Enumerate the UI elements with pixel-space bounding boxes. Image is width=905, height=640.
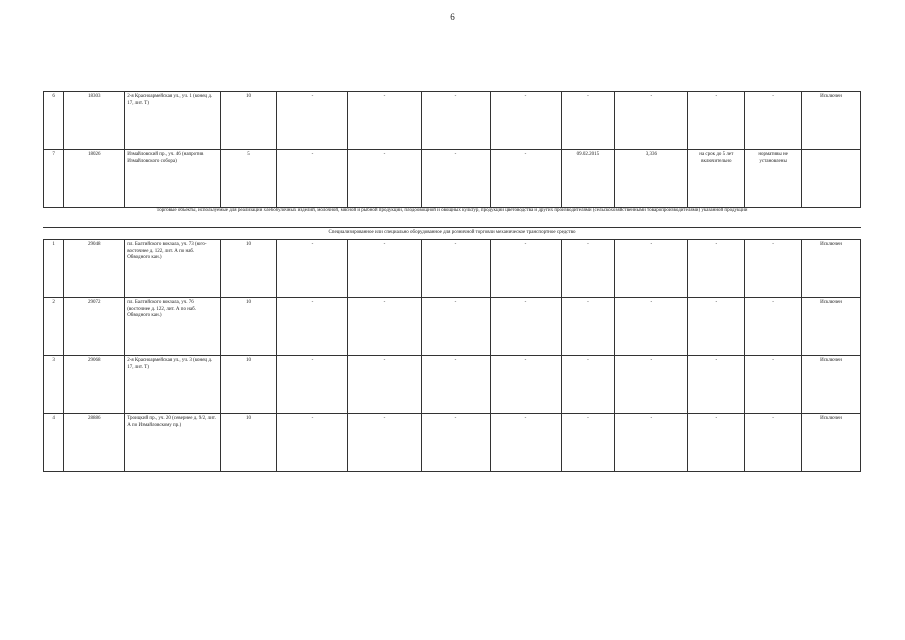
- cell-area: 10: [220, 356, 277, 414]
- cell-object-id: 29072: [64, 298, 125, 356]
- cell-col-7: -: [688, 92, 745, 150]
- cell-address: Измайловский пр., уч. 46 (напротив Измайловского собора): [125, 150, 220, 208]
- cell-col-8: -: [745, 356, 802, 414]
- cell-col-7: -: [688, 414, 745, 472]
- table-row: [44, 150, 861, 208]
- cell-col-4: -: [490, 92, 561, 150]
- cell-object-id: 28886: [64, 414, 125, 472]
- cell-object-id: 29048: [64, 240, 125, 298]
- cell-col-5: 09.02.2015: [561, 150, 615, 208]
- cell-col-1: -: [277, 414, 348, 472]
- cell-col-6: -: [615, 414, 688, 472]
- cell-row-number: 7: [44, 150, 64, 208]
- cell-row-number: 4: [44, 414, 64, 472]
- cell-col-8: -: [745, 298, 802, 356]
- cell-object-id: 29068: [64, 356, 125, 414]
- cell-col-5: -: [561, 92, 615, 150]
- cell-col-4: -: [490, 150, 561, 208]
- cell-col-6: -: [615, 298, 688, 356]
- cell-status: Исключен: [802, 298, 861, 356]
- cell-status: Исключен: [802, 414, 861, 472]
- cell-col-4: -: [490, 356, 561, 414]
- cell-area: 10: [220, 298, 277, 356]
- cell-col-7: -: [688, 356, 745, 414]
- cell-status: [802, 150, 861, 208]
- cell-row-number: 3: [44, 356, 64, 414]
- cell-object-id: 18303: [64, 92, 125, 150]
- table-row: [44, 414, 861, 472]
- cell-address: пл. Балтийского вокзала, уч. 73 (юго-восточнее д. 122, лит. А по наб. Обводного кан.): [125, 240, 220, 298]
- cell-area: 5: [220, 150, 277, 208]
- cell-col-3: -: [421, 298, 490, 356]
- cell-col-2: -: [348, 414, 421, 472]
- cell-col-1: -: [277, 92, 348, 150]
- cell-col-2: -: [348, 240, 421, 298]
- table-row: [44, 240, 861, 298]
- cell-row-number: 6: [44, 92, 64, 150]
- registry-table-bottom: [43, 239, 861, 472]
- cell-col-3: -: [421, 150, 490, 208]
- cell-col-6: -: [615, 92, 688, 150]
- cell-row-number: 2: [44, 298, 64, 356]
- cell-status: Исключен: [802, 92, 861, 150]
- cell-col-2: -: [348, 356, 421, 414]
- cell-col-8: -: [745, 414, 802, 472]
- cell-col-4: -: [490, 240, 561, 298]
- cell-address: Троицкий пр., уч. 20 (севернее д. 9/2, лит. А по Измайловскому пр.): [125, 414, 220, 472]
- cell-col-5: -: [561, 240, 615, 298]
- cell-col-2: -: [348, 92, 421, 150]
- cell-col-1: -: [277, 356, 348, 414]
- cell-col-7: на срок до 5 лет включительно: [688, 150, 745, 208]
- cell-col-3: -: [421, 414, 490, 472]
- cell-area: 10: [220, 240, 277, 298]
- cell-col-1: -: [277, 150, 348, 208]
- subsection-heading: Специализированное или специально оборудованное для розничной торговли механическое транспортное средство: [328, 230, 576, 235]
- cell-col-2: -: [348, 298, 421, 356]
- cell-col-6: 3,336: [615, 150, 688, 208]
- cell-col-6: -: [615, 240, 688, 298]
- cell-area: 10: [220, 414, 277, 472]
- cell-col-3: -: [421, 240, 490, 298]
- cell-address: 2-я Красноармейская ул., уч. 1 (конец д. 17, лит. Т): [125, 92, 220, 150]
- cell-col-7: -: [688, 240, 745, 298]
- cell-col-5: -: [561, 414, 615, 472]
- cell-col-8: -: [745, 240, 802, 298]
- cell-col-8: нормативы не установлены: [745, 150, 802, 208]
- cell-col-2: -: [348, 150, 421, 208]
- table-row: [44, 92, 861, 150]
- cell-row-number: 1: [44, 240, 64, 298]
- cell-col-7: -: [688, 298, 745, 356]
- cell-col-8: -: [745, 92, 802, 150]
- cell-address: 2-я Красноармейская ул., уч. 3 (конец д. 17, лит. Т): [125, 356, 220, 414]
- cell-col-3: -: [421, 356, 490, 414]
- table-row: [44, 356, 861, 414]
- cell-col-4: -: [490, 414, 561, 472]
- page-number: 6: [450, 12, 455, 22]
- registry-table-top: [43, 91, 861, 208]
- cell-status: Исключен: [802, 240, 861, 298]
- cell-object-id: 18026: [64, 150, 125, 208]
- table-row: [44, 298, 861, 356]
- cell-col-6: -: [615, 356, 688, 414]
- cell-col-1: -: [277, 298, 348, 356]
- cell-area: 10: [220, 92, 277, 150]
- cell-address: пл. Балтийского вокзала, уч. 76 (восточнее д. 122, лит. А по наб. Обводного кан.): [125, 298, 220, 356]
- section-heading: Торговые объекты, используемые для реализации хлебобулочных изделий, молочной, мясной и рыбной продукции, плодоовощной и овощных культур, продукции цветоводства и других производителями (сельскохозяйственными товаропроизводителями) указанной продукции: [156, 208, 748, 213]
- cell-col-4: -: [490, 298, 561, 356]
- cell-col-1: -: [277, 240, 348, 298]
- cell-col-5: -: [561, 298, 615, 356]
- cell-col-5: -: [561, 356, 615, 414]
- cell-col-3: -: [421, 92, 490, 150]
- cell-status: Исключен: [802, 356, 861, 414]
- section-divider: [43, 227, 861, 228]
